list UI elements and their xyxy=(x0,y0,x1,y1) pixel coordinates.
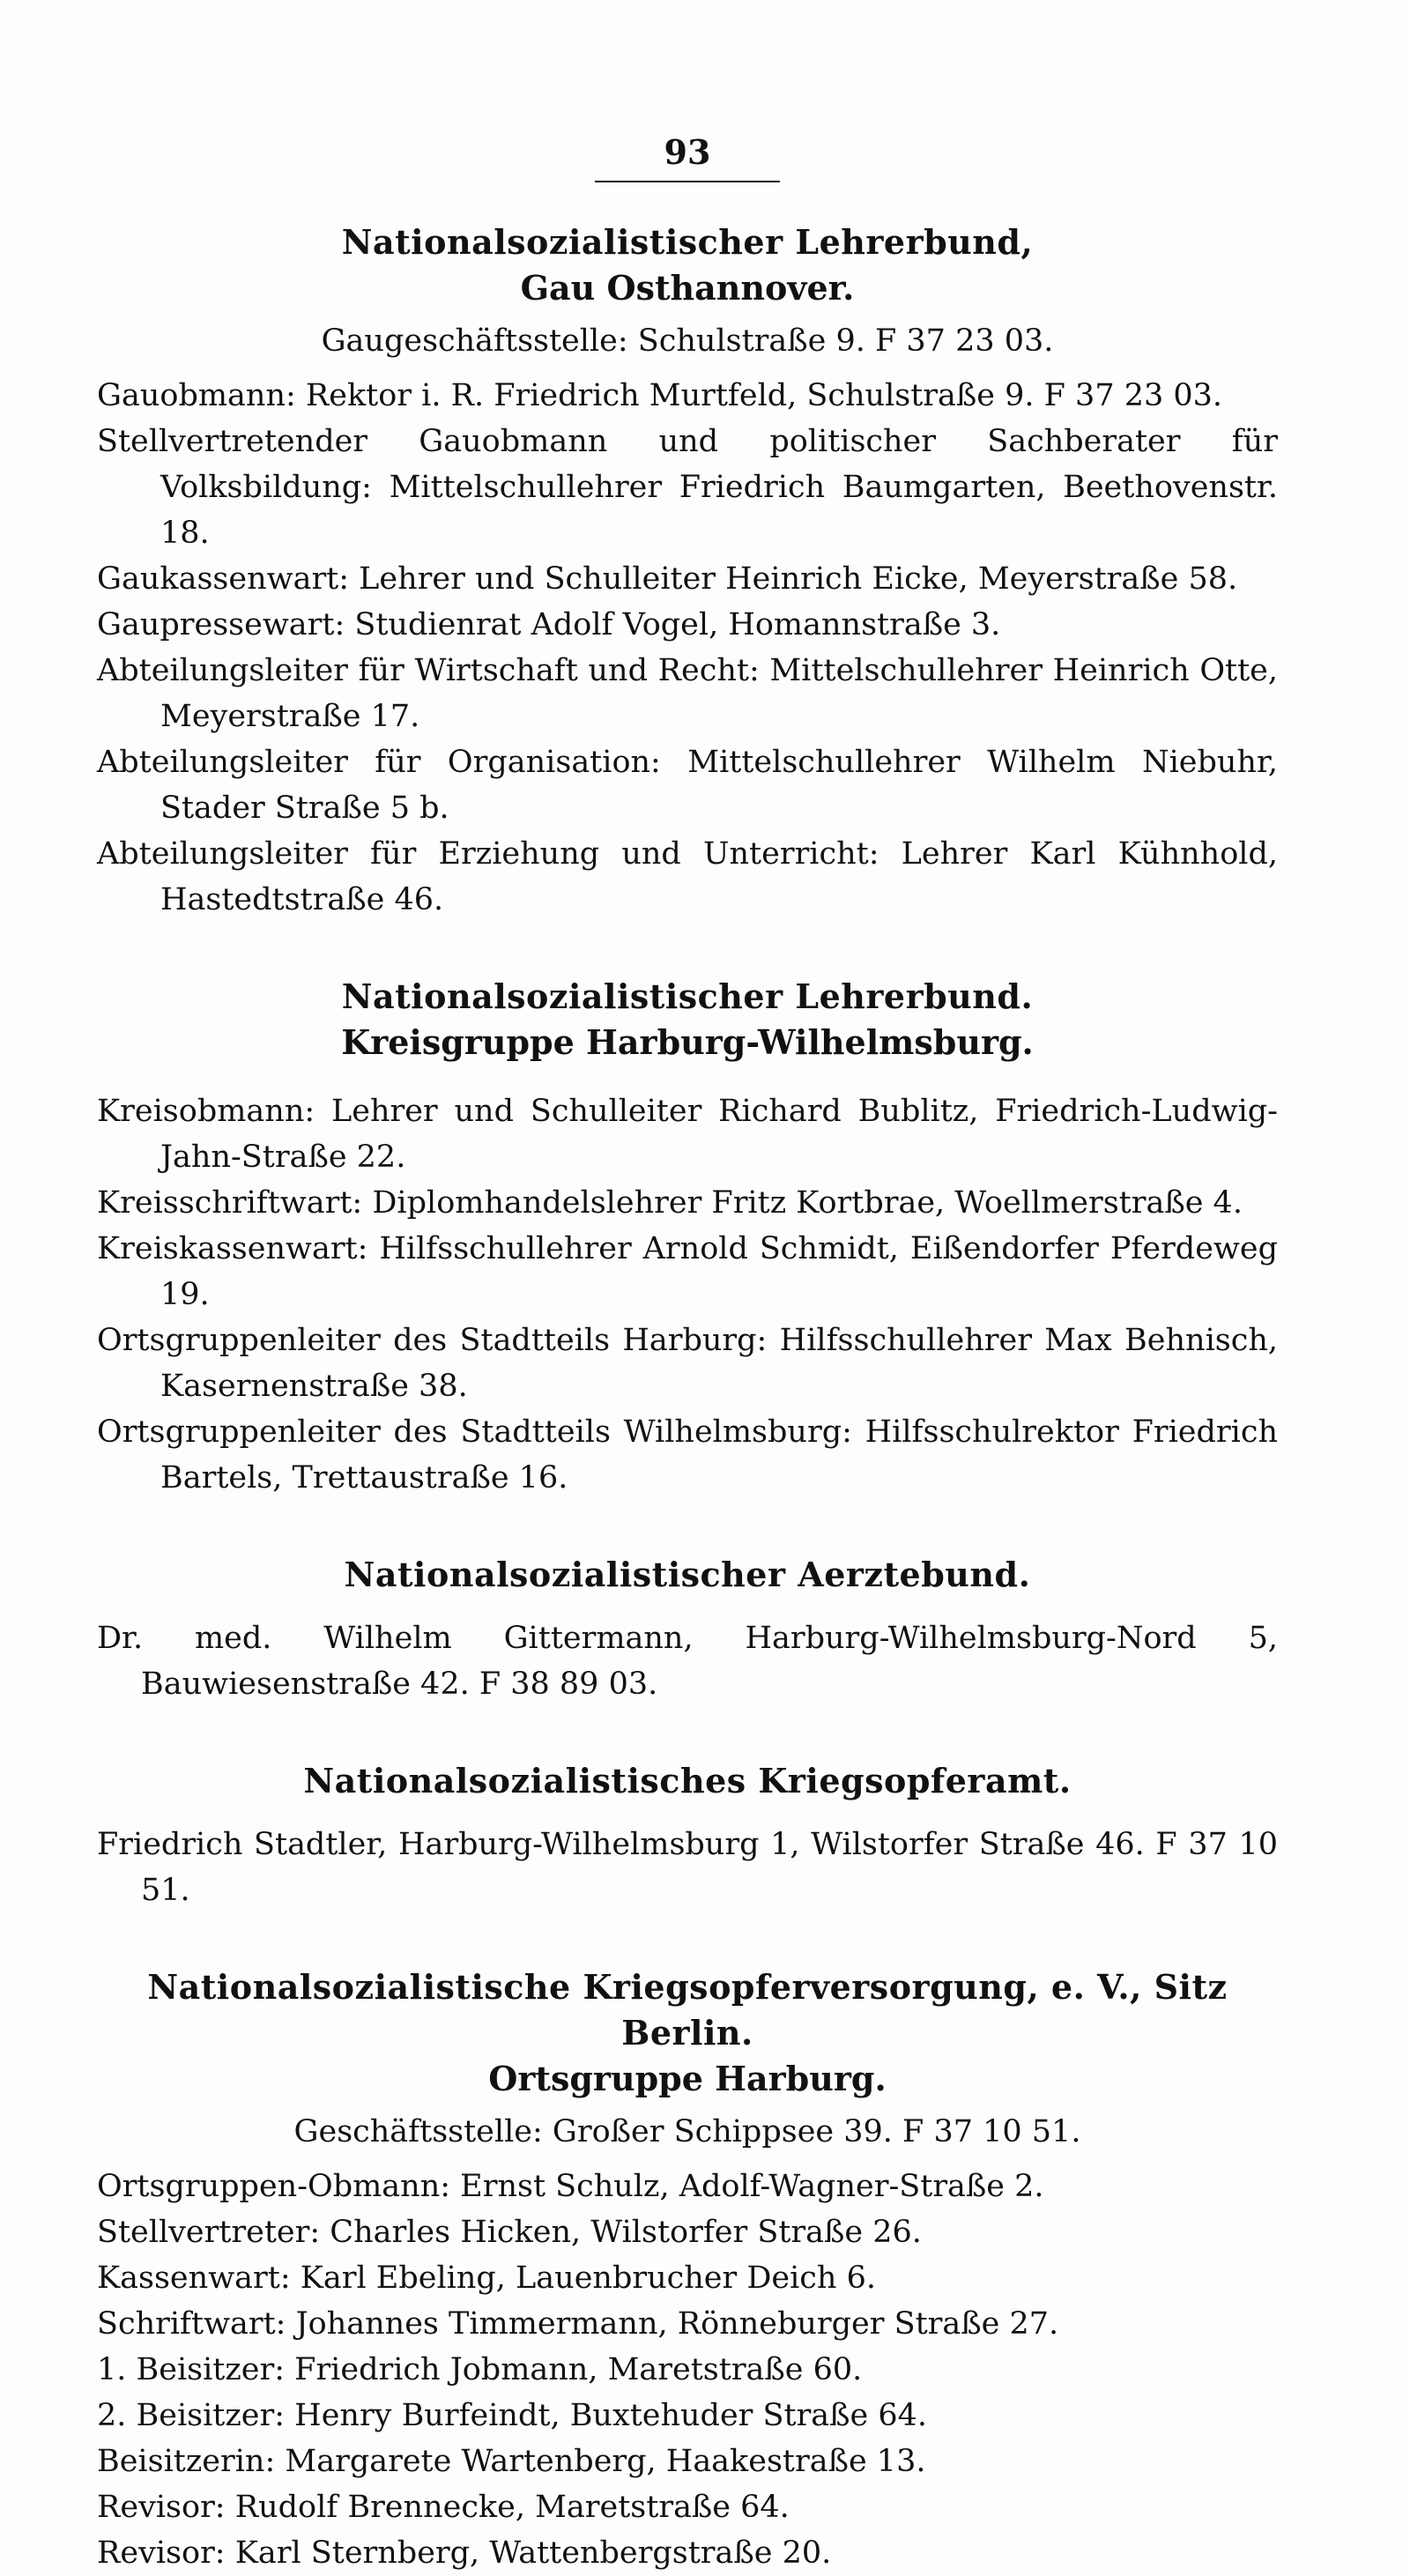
list-item: Dr. med. Wilhelm Gittermann, Harburg-Wilhelmsburg-Nord 5, Bauwiesenstraße 42. F 38 89 03. xyxy=(97,1621,1278,1702)
section-title: Nationalsozialistischer Aerztebund. xyxy=(344,1555,1031,1594)
list-item: Gaupressewart: Studienrat Adolf Vogel, Homannstraße 3. xyxy=(97,607,1001,642)
list-item: Gauobmann: Rektor i. R. Friedrich Murtfeld, Schulstraße 9. F 37 23 03. xyxy=(97,378,1223,413)
section-lehrerbund-gau xyxy=(97,219,1278,923)
section-title: Nationalsozialistischer Lehrerbund. xyxy=(341,976,1034,1016)
list-item: Kassenwart: Karl Ebeling, Lauenbrucher Deich 6. xyxy=(97,2260,876,2296)
section-subtitle: Gau Osthannover. xyxy=(520,268,855,308)
list-item: Stellvertretender Gauobmann und politischer Sachberater für Volksbildung: Mittelschullehrer Friedrich Baumgarten, Beethovenstr. 18. xyxy=(97,424,1278,551)
section-aerztebund xyxy=(97,1552,1278,1707)
list-item: 1. Beisitzer: Friedrich Jobmann, Maretstraße 60. xyxy=(97,2352,863,2387)
office-address: Geschäftsstelle: Großer Schippsee 39. F 37 10 51. xyxy=(293,2114,1081,2149)
list-item: Gaukassenwart: Lehrer und Schulleiter Heinrich Eicke, Meyerstraße 58. xyxy=(97,561,1238,597)
list-item: Schriftwart: Johannes Timmermann, Rönneburger Straße 27. xyxy=(97,2306,1059,2342)
list-item: Ortsgruppen-Obmann: Ernst Schulz, Adolf-Wagner-Straße 2. xyxy=(97,2169,1044,2204)
section-kriegsopferamt xyxy=(97,1758,1278,1913)
page-number-rule xyxy=(595,181,780,182)
list-item: 2. Beisitzer: Henry Burfeindt, Buxtehuder Straße 64. xyxy=(97,2398,928,2433)
list-item: Abteilungsleiter für Erziehung und Unterricht: Lehrer Karl Kühnhold, Hastedtstraße 46. xyxy=(97,836,1278,917)
list-item: Kreiskassenwart: Hilfsschullehrer Arnold Schmidt, Eißendorfer Pferdeweg 19. xyxy=(97,1231,1278,1312)
section-subtitle: Kreisgruppe Harburg-Wilhelmsburg. xyxy=(341,1022,1034,1062)
list-item: Ortsgruppenleiter des Stadtteils Wilhelmsburg: Hilfsschulrektor Friedrich Bartels, Trettaustraße 16. xyxy=(97,1414,1278,1496)
section-title: Nationalsozialistisches Kriegsopferamt. xyxy=(303,1761,1072,1800)
list-item: Friedrich Stadtler, Harburg-Wilhelmsburg 1, Wilstorfer Straße 46. F 37 10 51. xyxy=(97,1827,1278,1908)
list-item: Abteilungsleiter für Wirtschaft und Recht: Mittelschullehrer Heinrich Otte, Meyerstraße 17. xyxy=(97,653,1278,734)
list-item: Kreisobmann: Lehrer und Schulleiter Richard Bublitz, Friedrich-Ludwig-Jahn-Straße 22. xyxy=(97,1094,1278,1175)
list-item: Revisor: Karl Sternberg, Wattenbergstraße 20. xyxy=(97,2535,832,2571)
section-title: Nationalsozialistische Kriegsopferversorgung, e. V., Sitz Berlin. xyxy=(147,1967,1228,2053)
section-kriegsopferversorgung xyxy=(97,1964,1278,2576)
list-item: Beisitzerin: Margarete Wartenberg, Haakestraße 13. xyxy=(97,2444,926,2479)
office-address: Gaugeschäftsstelle: Schulstraße 9. F 37 23 03. xyxy=(321,323,1054,359)
list-item: Revisor: Rudolf Brennecke, Maretstraße 64. xyxy=(97,2490,790,2525)
page-number: 93 xyxy=(664,132,711,172)
section-subtitle: Ortsgruppe Harburg. xyxy=(488,2059,887,2098)
section-lehrerbund-kreisgruppe xyxy=(97,974,1278,1501)
list-item: Abteilungsleiter für Organisation: Mittelschullehrer Wilhelm Niebuhr, Stader Straße 5 b. xyxy=(97,745,1278,826)
list-item: Kreisschriftwart: Diplomhandelslehrer Fritz Kortbrae, Woellmerstraße 4. xyxy=(97,1185,1243,1221)
section-title: Nationalsozialistischer Lehrerbund, xyxy=(341,222,1034,262)
list-item: Stellvertreter: Charles Hicken, Wilstorfer Straße 26. xyxy=(97,2215,922,2250)
list-item: Ortsgruppenleiter des Stadtteils Harburg: Hilfsschullehrer Max Behnisch, Kasernenstraße 38. xyxy=(97,1323,1278,1404)
